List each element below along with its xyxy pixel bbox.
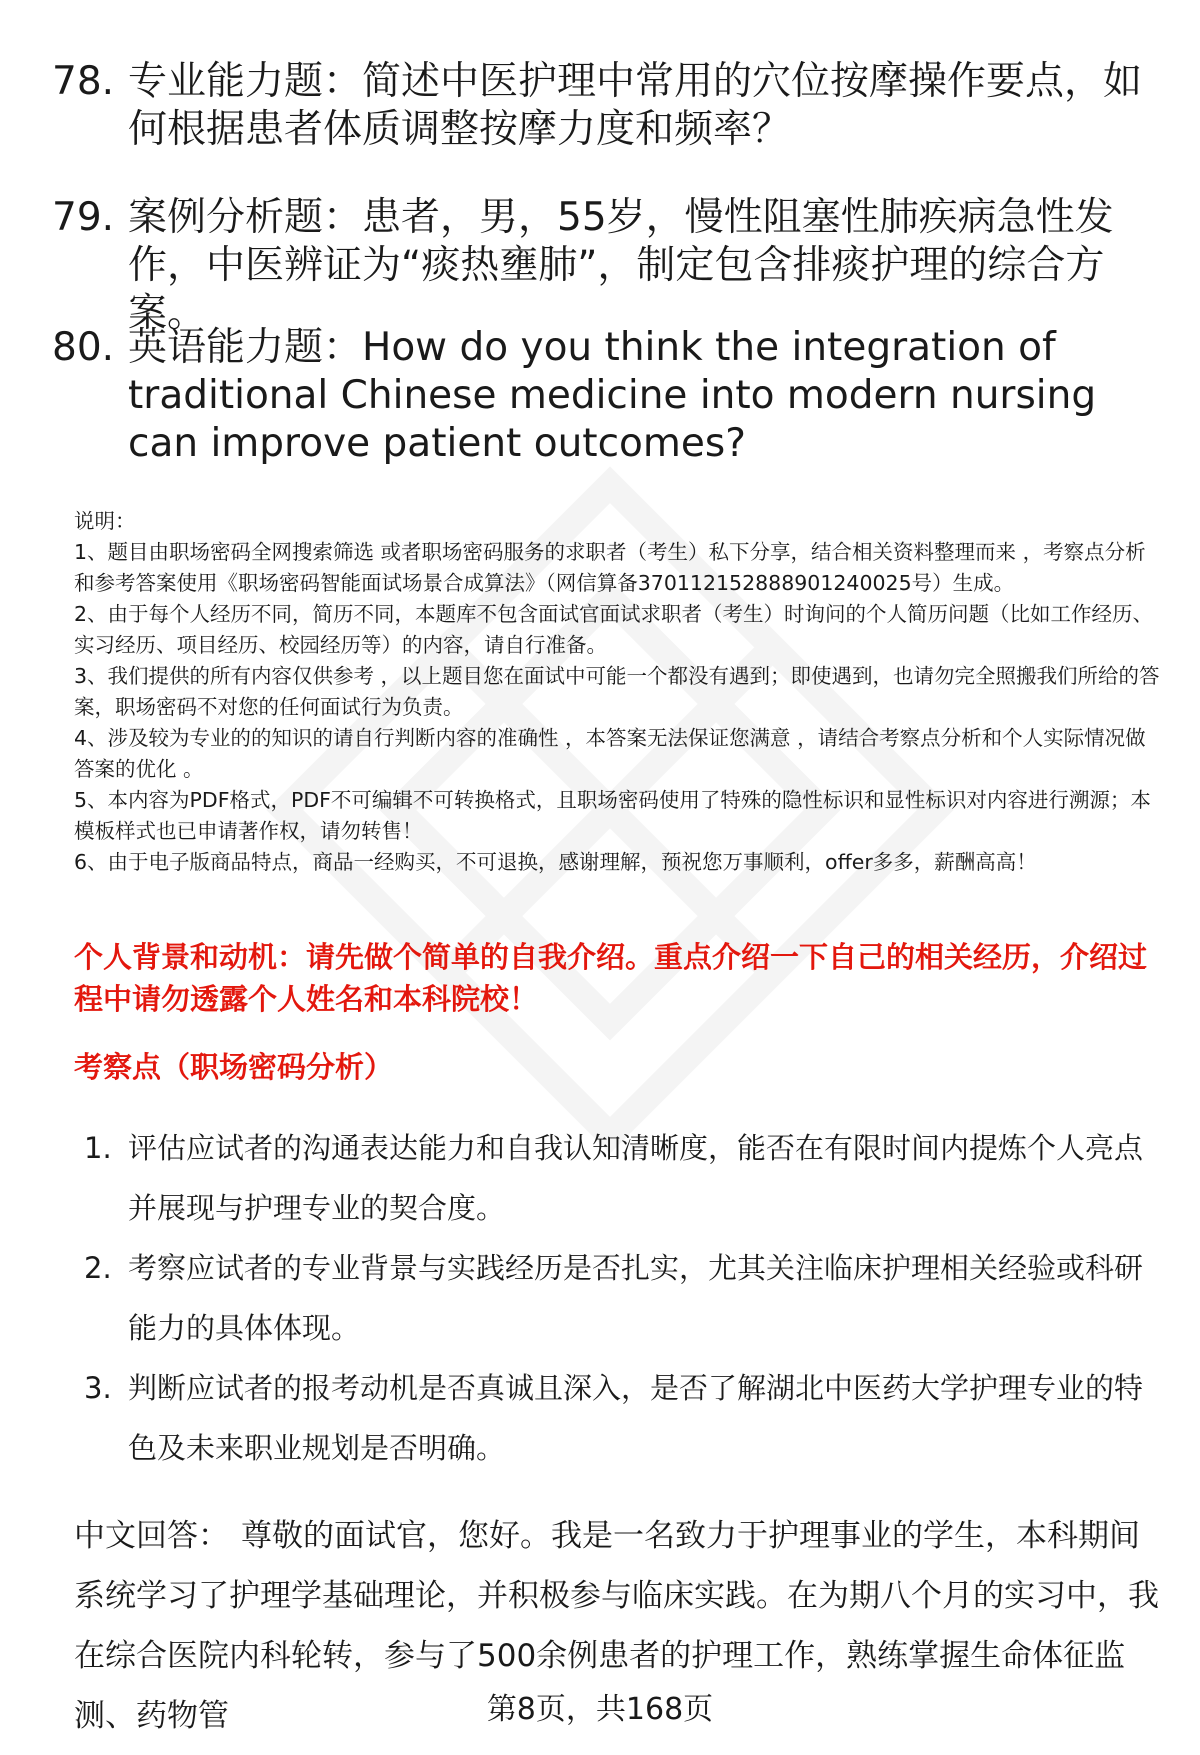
question-79	[52, 194, 1162, 338]
section-heading: 个人背景和动机：请先做个简单的自我介绍。重点介绍一下自己的相关经历，介绍过程中请勿透露个人姓名和本科院校！	[74, 940, 1148, 1016]
analysis-point-1	[84, 1118, 1154, 1238]
point-number: 3.	[84, 1371, 112, 1405]
notes-block	[74, 506, 1164, 878]
question-number: 79.	[52, 195, 115, 240]
note-item: 4、涉及较为专业的的知识的请自行判断内容的准确性 ，本答案无法保证您满意 ，请结合考察点分析和个人实际情况做答案的优化 。	[74, 726, 1146, 781]
answer-label: 中文回答：	[74, 1518, 229, 1554]
question-number: 80.	[52, 325, 115, 370]
question-text: 案例分析题：患者，男，55岁，慢性阻塞性肺疾病急性发作，中医辨证为“痰热壅肺”，制定包含排痰护理的综合方案。	[128, 195, 1114, 336]
question-text: 专业能力题：简述中医护理中常用的穴位按摩操作要点，如何根据患者体质调整按摩力度和频率？	[128, 59, 1143, 152]
note-item: 6、由于电子版商品特点，商品一经购买，不可退换，感谢理解，预祝您万事顺利，offer多多，薪酬高高！	[74, 850, 1037, 874]
question-78	[52, 58, 1162, 154]
question-number: 78.	[52, 59, 115, 104]
point-text: 评估应试者的沟通表达能力和自我认知清晰度，能否在有限时间内提炼个人亮点并展现与护理专业的契合度。	[128, 1131, 1144, 1225]
page-footer: 第8页，共168页	[486, 1692, 714, 1727]
answer-text: 尊敬的面试官，您好。我是一名致力于护理事业的学生，本科期间系统学习了护理学基础理论，并积极参与临床实践。在为期八个月的实习中，我在综合医院内科轮转，参与了500余例患者的护理工作，熟练掌握生命体征监测、药物管	[74, 1518, 1159, 1734]
note-item: 1、题目由职场密码全网搜索筛选 或者职场密码服务的求职者（考生）私下分享，结合相关资料整理而来 ，考察点分析和参考答案使用《职场密码智能面试场景合成算法》（网信算备370112152888901240025号）生成。	[74, 540, 1146, 595]
point-number: 2.	[84, 1251, 112, 1285]
analysis-title: 考察点（职场密码分析）	[74, 1050, 394, 1084]
note-item: 3、我们提供的所有内容仅供参考 ，以上题目您在面试中可能一个都没有遇到；即使遇到，也请勿完全照搬我们所给的答案，职场密码不对您的任何面试行为负责。	[74, 664, 1160, 719]
point-number: 1.	[84, 1131, 112, 1165]
point-text: 考察应试者的专业背景与实践经历是否扎实，尤其关注临床护理相关经验或科研能力的具体体现。	[128, 1251, 1144, 1345]
note-item: 5、本内容为PDF格式，PDF不可编辑不可转换格式，且职场密码使用了特殊的隐性标识和显性标识对内容进行溯源；本模板样式也已申请著作权，请勿转售！	[74, 788, 1151, 843]
note-item: 2、由于每个人经历不同，简历不同，本题库不包含面试官面试求职者（考生）时询问的个人简历问题（比如工作经历、实习经历、项目经历、校园经历等）的内容，请自行准备。	[74, 602, 1154, 657]
question-text: 英语能力题：How do you think the integration of traditional Chinese medicine into modern nursing can improve patient outcomes?	[128, 325, 1097, 466]
notes-title: 说明：	[74, 509, 136, 533]
analysis-point-2	[84, 1238, 1154, 1358]
analysis-point-3	[84, 1358, 1154, 1478]
question-80	[52, 324, 1162, 468]
point-text: 判断应试者的报考动机是否真诚且深入，是否了解湖北中医药大学护理专业的特色及未来职业规划是否明确。	[128, 1371, 1144, 1465]
